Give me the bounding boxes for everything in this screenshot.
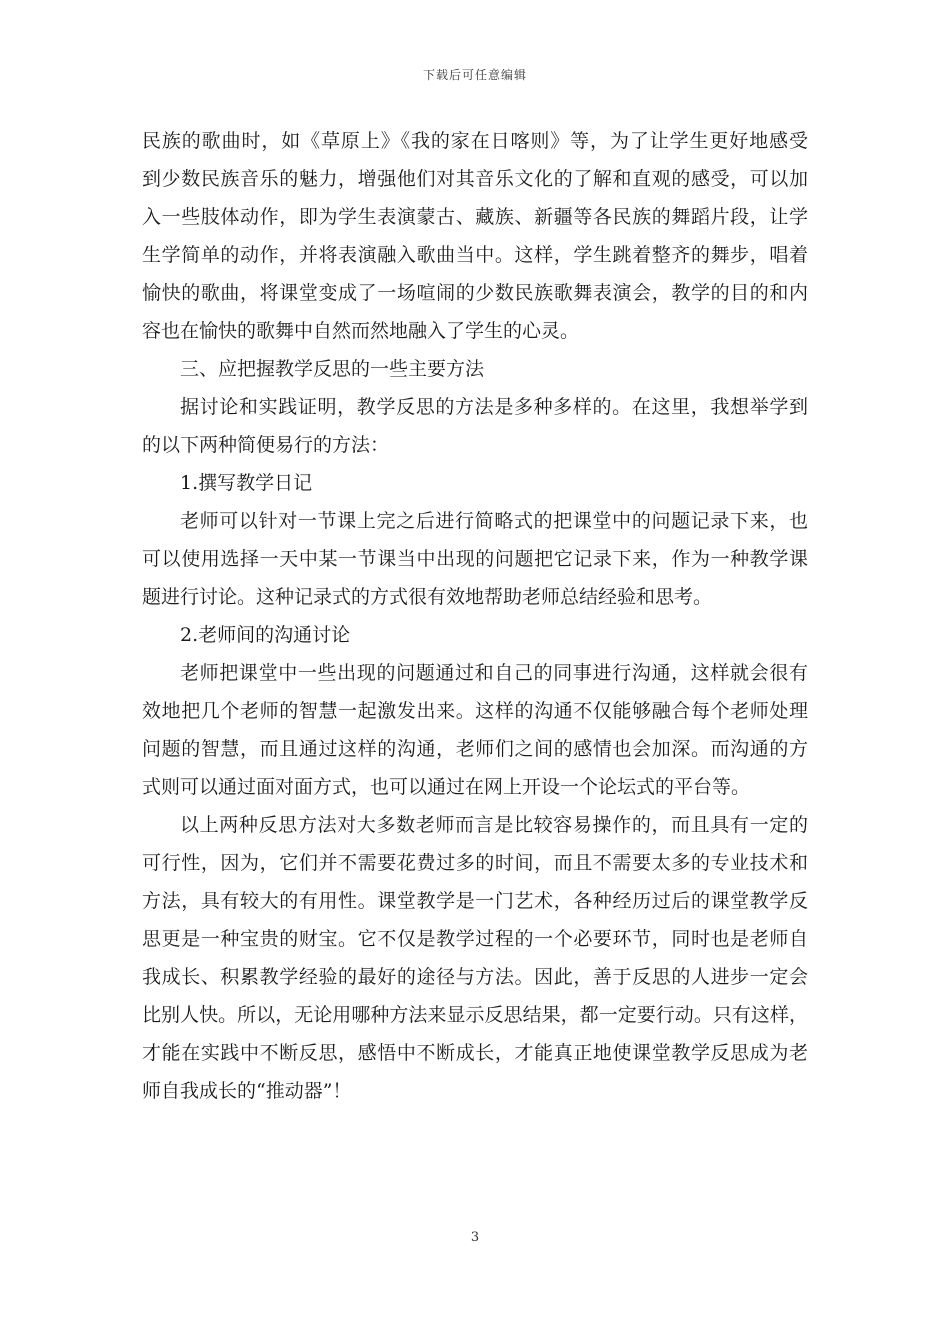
document-body bbox=[142, 122, 808, 1110]
text-line: 入一些肢体动作，即为学生表演蒙古、藏族、新疆等各民族的舞蹈片段，让学 bbox=[142, 206, 808, 228]
text-line: 容也在愉快的歌舞中自然而然地融入了学生的心灵。 bbox=[142, 320, 580, 342]
text-line: 三、应把握教学反思的一些主要方法 bbox=[180, 358, 485, 380]
page-header: 下载后可任意编辑 bbox=[422, 68, 527, 82]
text-line: 生学简单的动作，并将表演融入歌曲当中。这样，学生跳着整齐的舞步，唱着 bbox=[142, 244, 808, 266]
text-line: 民族的歌曲时，如《草原上》《我的家在日喀则》等，为了让学生更好地感受 bbox=[142, 130, 808, 152]
text-line: 才能在实践中不断反思，感悟中不断成长，才能真正地使课堂教学反思成为老 bbox=[142, 1042, 808, 1064]
text-line: 1.撰写教学日记 bbox=[180, 472, 313, 494]
text-line: 题进行讨论。这种记录式的方式很有效地帮助老师总结经验和思考。 bbox=[142, 586, 713, 608]
text-line: 2.老师间的沟通讨论 bbox=[180, 624, 351, 646]
text-line: 老师可以针对一节课上完之后进行简略式的把课堂中的问题记录下来，也 bbox=[180, 510, 808, 532]
text-line: 比别人快。所以，无论用哪种方法来显示反思结果，都一定要行动。只有这样， bbox=[142, 1004, 808, 1026]
text-line: 可以使用选择一天中某一节课当中出现的问题把它记录下来，作为一种教学课 bbox=[142, 548, 808, 570]
text-line: 式则可以通过面对面方式，也可以通过在网上开设一个论坛式的平台等。 bbox=[142, 776, 751, 798]
text-line: 问题的智慧，而且通过这样的沟通，老师们之间的感情也会加深。而沟通的方 bbox=[142, 738, 808, 760]
text-line: 思更是一种宝贵的财宝。它不仅是教学过程的一个必要环节，同时也是老师自 bbox=[142, 928, 808, 950]
text-line: 方法，具有较大的有用性。课堂教学是一门艺术，各种经历过后的课堂教学反 bbox=[142, 890, 808, 912]
text-line: 以上两种反思方法对大多数老师而言是比较容易操作的，而且具有一定的 bbox=[180, 814, 808, 836]
text-line: 效地把几个老师的智慧一起激发出来。这样的沟通不仅能够融合每个老师处理 bbox=[142, 700, 808, 722]
text-line: 的以下两种简便易行的方法： bbox=[142, 434, 390, 456]
text-line: 我成长、积累教学经验的最好的途径与方法。因此，善于反思的人进步一定会 bbox=[142, 966, 808, 988]
text-line: 据讨论和实践证明，教学反思的方法是多种多样的。在这里，我想举学到 bbox=[180, 396, 808, 418]
text-line: 师自我成长的“推动器”！ bbox=[142, 1080, 352, 1102]
text-line: 可行性，因为，它们并不需要花费过多的时间，而且不需要太多的专业技术和 bbox=[142, 852, 808, 874]
text-line: 到少数民族音乐的魅力，增强他们对其音乐文化的了解和直观的感受，可以加 bbox=[142, 168, 808, 190]
text-line: 老师把课堂中一些出现的问题通过和自己的同事进行沟通，这样就会很有 bbox=[180, 662, 808, 684]
page-number: 3 bbox=[470, 1230, 480, 1245]
text-line: 愉快的歌曲，将课堂变成了一场喧闹的少数民族歌舞表演会，教学的目的和内 bbox=[142, 282, 808, 304]
